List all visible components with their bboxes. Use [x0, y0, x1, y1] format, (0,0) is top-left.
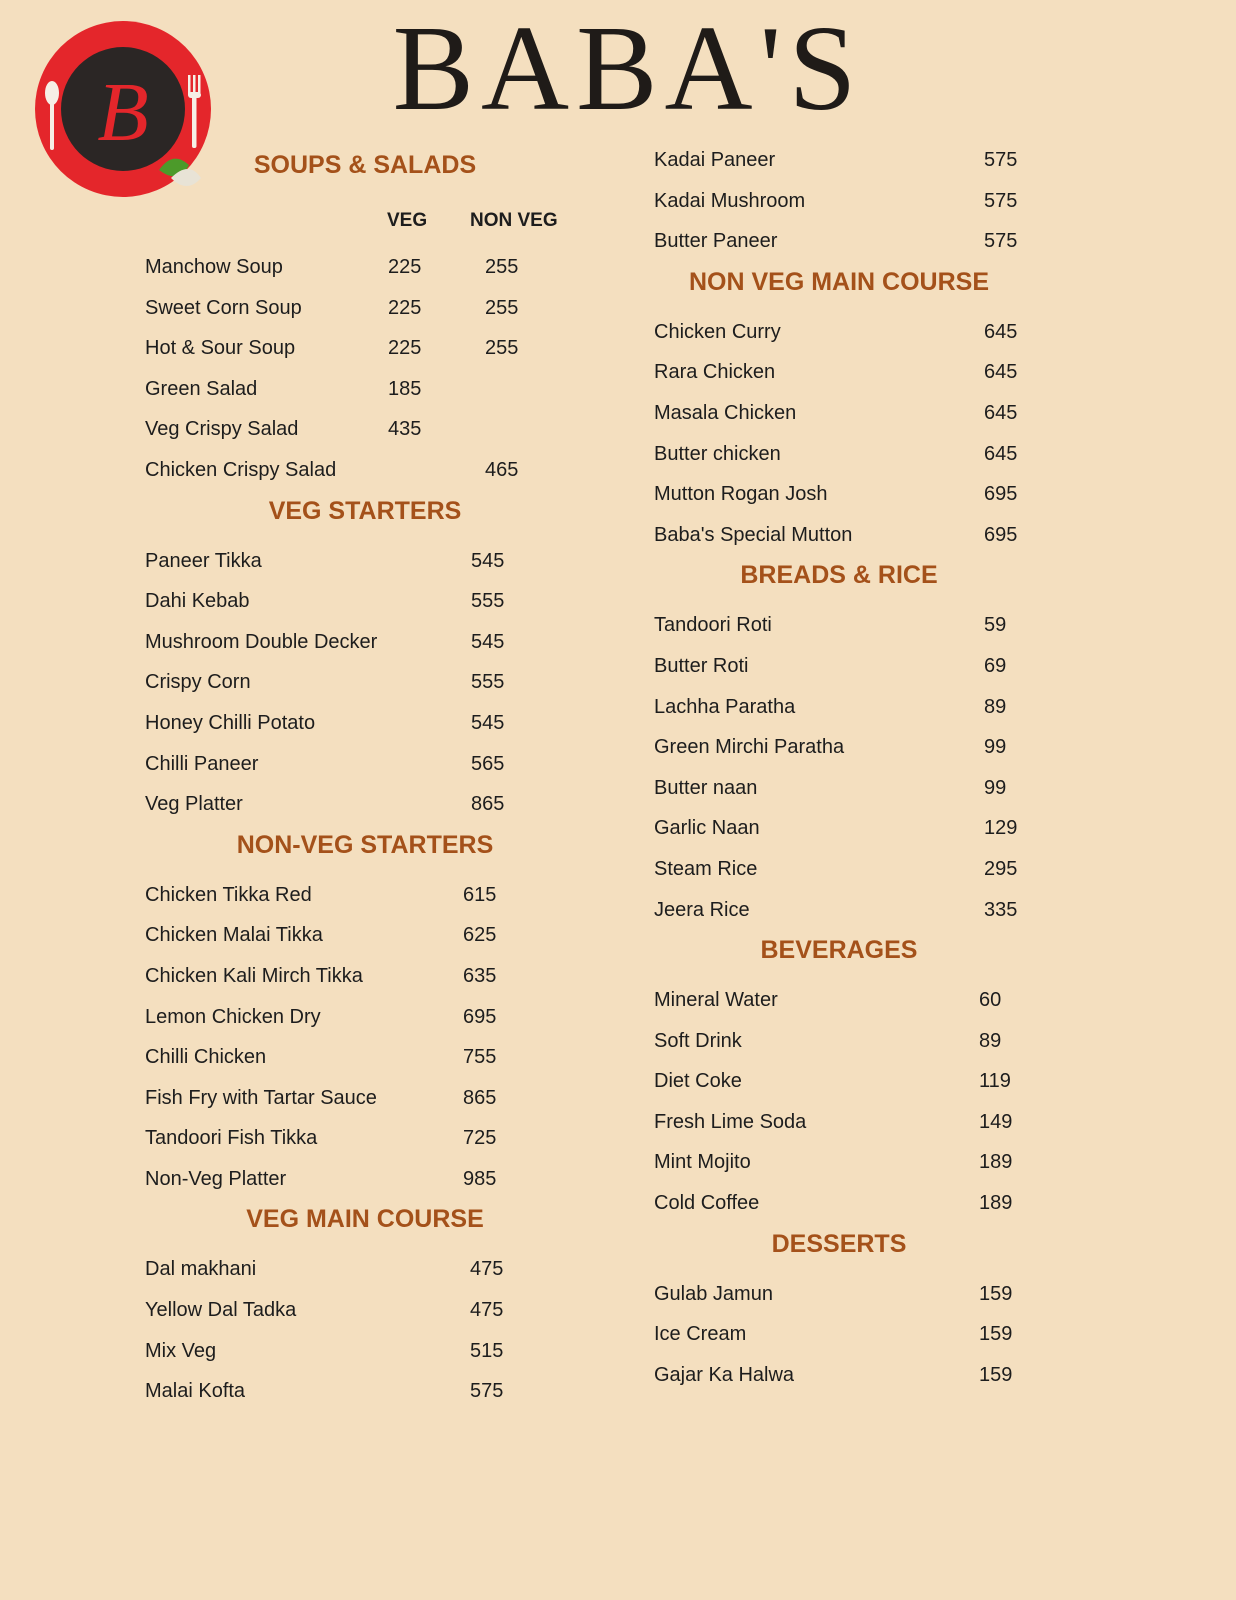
item-name: Chicken Tikka Red	[145, 883, 312, 906]
section-title-nonveg-main: NON VEG MAIN COURSE	[688, 267, 990, 296]
item-name: Mushroom Double Decker	[145, 630, 378, 653]
item-name: Veg Crispy Salad	[145, 418, 299, 441]
item-price: 985	[463, 1167, 497, 1190]
item-price: 159	[979, 1282, 1013, 1305]
item-name: Mineral Water	[654, 989, 778, 1012]
item-name: Yellow Dal Tadka	[145, 1299, 297, 1322]
menu-item-row	[654, 221, 1024, 262]
menu-item-row	[654, 352, 1024, 393]
item-price: 60	[979, 989, 1002, 1012]
item-name: Chicken Crispy Salad	[145, 458, 337, 481]
item-price: 555	[471, 590, 505, 613]
item-price: 545	[471, 630, 505, 653]
menu-item-row	[654, 646, 1024, 687]
item-price: 545	[471, 549, 505, 572]
menu-item-row	[654, 474, 1024, 515]
menu-item-row	[145, 1159, 585, 1200]
item-name: Diet Coke	[654, 1070, 742, 1093]
item-price: 635	[463, 964, 497, 987]
item-price: 865	[471, 793, 505, 816]
item-name: Crispy Corn	[145, 671, 251, 694]
menu-item-row	[145, 328, 585, 369]
item-price: 575	[470, 1380, 504, 1403]
nonveg-price: 255	[485, 256, 519, 278]
section-title-nonveg-starters: NON-VEG STARTERS	[236, 830, 494, 859]
menu-item-row	[654, 1061, 1024, 1102]
item-price: 295	[984, 857, 1018, 880]
item-name: Chicken Curry	[654, 320, 781, 343]
item-price: 645	[984, 320, 1018, 343]
item-name: Chicken Malai Tikka	[145, 924, 323, 947]
menu-item-row	[145, 956, 585, 997]
menu-item-row	[654, 1183, 1024, 1224]
item-price: 575	[984, 149, 1018, 171]
menu-item-row	[654, 1142, 1024, 1183]
item-name: Fish Fry with Tartar Sauce	[145, 1086, 377, 1109]
item-name: Green Mirchi Paratha	[654, 736, 845, 759]
nonveg-price: 255	[485, 296, 519, 319]
menu-item-row	[145, 703, 585, 744]
item-name: Butter Paneer	[654, 230, 778, 253]
item-price: 89	[984, 695, 1007, 718]
item-name: Fresh Lime Soda	[654, 1110, 807, 1133]
item-price: 645	[984, 442, 1018, 465]
item-name: Sweet Corn Soup	[145, 296, 302, 319]
menu-item-row	[654, 1102, 1024, 1143]
menu-item-row	[145, 744, 585, 785]
menu-item-row	[654, 1274, 1024, 1315]
item-name: Dahi Kebab	[145, 590, 250, 613]
menu-item-row	[654, 808, 1024, 849]
item-price: 695	[463, 1005, 497, 1028]
item-name: Butter chicken	[654, 442, 781, 465]
section-title-beverages: BEVERAGES	[760, 936, 918, 965]
item-price: 119	[979, 1070, 1011, 1093]
menu-item-row	[654, 393, 1024, 434]
menu-item-row	[654, 687, 1024, 728]
item-name: Paneer Tikka	[145, 549, 262, 572]
veg-header: VEG	[387, 210, 428, 231]
veg-price: 225	[388, 296, 422, 319]
item-price: 59	[984, 614, 1007, 637]
item-price: 725	[463, 1127, 497, 1150]
menu-item-row	[145, 1290, 585, 1331]
item-name: Chilli Chicken	[145, 1046, 267, 1069]
item-name: Manchow Soup	[145, 256, 283, 278]
menu-item-row	[654, 1355, 1024, 1396]
item-price: 129	[984, 817, 1018, 840]
item-name: Mint Mojito	[654, 1151, 751, 1174]
item-price: 515	[470, 1339, 504, 1362]
item-name: Butter naan	[654, 776, 758, 799]
veg-price: 185	[388, 377, 422, 400]
item-name: Garlic Naan	[654, 817, 760, 840]
item-name: Dal makhani	[145, 1258, 257, 1281]
item-price: 615	[463, 883, 497, 906]
veg-price: 435	[388, 418, 422, 441]
section-title-veg-main: VEG MAIN COURSE	[246, 1205, 484, 1234]
item-price: 335	[984, 898, 1018, 921]
item-name: Gulab Jamun	[654, 1282, 773, 1305]
menu-item-row	[654, 434, 1024, 475]
item-price: 159	[979, 1363, 1013, 1386]
item-price: 575	[984, 230, 1018, 253]
veg-price: 225	[388, 337, 422, 360]
item-name: Non-Veg Platter	[145, 1167, 287, 1190]
menu-item-row	[145, 997, 585, 1038]
item-price: 189	[979, 1192, 1013, 1215]
menu-item-row	[145, 409, 585, 450]
menu-item-row	[654, 890, 1024, 931]
menu-item-row	[654, 312, 1024, 353]
item-name: Green Salad	[145, 377, 258, 400]
item-price: 89	[979, 1029, 1002, 1052]
item-name: Butter Roti	[654, 654, 749, 677]
section-title-desserts: DESSERTS	[771, 1229, 907, 1258]
item-name: Mix Veg	[145, 1339, 217, 1362]
item-price: 99	[984, 776, 1007, 799]
nonveg-price: 255	[485, 337, 519, 360]
menu-item-row	[145, 450, 585, 491]
item-name: Kadai Mushroom	[654, 189, 806, 212]
menu-item-row	[145, 247, 585, 288]
item-name: Tandoori Fish Tikka	[145, 1127, 318, 1150]
item-name: Veg Platter	[145, 793, 243, 816]
item-name: Mutton Rogan Josh	[654, 483, 828, 506]
menu-item-row	[145, 1037, 585, 1078]
item-price: 69	[984, 654, 1007, 677]
item-price: 645	[984, 401, 1018, 424]
item-price: 695	[984, 523, 1018, 546]
menu-right-column	[654, 140, 1024, 1395]
menu-item-row	[145, 1249, 585, 1290]
menu-item-row	[145, 622, 585, 663]
menu-item-row	[145, 784, 585, 825]
item-price: 695	[984, 483, 1018, 506]
menu-item-row	[654, 727, 1024, 768]
item-name: Steam Rice	[654, 857, 758, 880]
item-name: Cold Coffee	[654, 1192, 760, 1215]
item-price: 755	[463, 1046, 497, 1069]
item-name: Soft Drink	[654, 1029, 742, 1052]
menu-item-row	[145, 915, 585, 956]
section-title-breads-rice: BREADS & RICE	[740, 561, 938, 590]
item-price: 555	[471, 671, 505, 694]
item-price: 475	[470, 1299, 504, 1322]
item-price: 475	[470, 1258, 504, 1281]
menu-item-row	[654, 1021, 1024, 1062]
menu-item-row	[145, 662, 585, 703]
section-title-veg-starters: VEG STARTERS	[268, 496, 462, 525]
item-name: Hot & Sour Soup	[145, 337, 296, 360]
menu-item-row	[654, 980, 1024, 1021]
item-name: Lachha Paratha	[654, 695, 796, 718]
nonveg-price: 465	[485, 458, 519, 481]
item-price: 149	[979, 1110, 1013, 1133]
item-name: Gajar Ka Halwa	[654, 1363, 795, 1386]
item-name: Baba's Special Mutton	[654, 523, 853, 546]
menu-item-row	[145, 1331, 585, 1372]
item-price: 159	[979, 1323, 1013, 1346]
item-price: 645	[984, 361, 1018, 384]
menu-item-row	[654, 849, 1024, 890]
item-name: Ice Cream	[654, 1323, 747, 1346]
item-price: 189	[979, 1151, 1013, 1174]
menu-item-row	[145, 1078, 585, 1119]
menu-item-row	[145, 581, 585, 622]
price-column-headers	[145, 195, 585, 247]
item-name: Honey Chilli Potato	[145, 711, 316, 734]
item-name: Jeera Rice	[654, 898, 750, 921]
svg-text:B: B	[97, 66, 149, 159]
item-name: Kadai Paneer	[654, 149, 776, 171]
menu-item-row	[145, 288, 585, 329]
item-name: Rara Chicken	[654, 361, 776, 384]
item-name: Lemon Chicken Dry	[145, 1005, 321, 1028]
item-name: Chicken Kali Mirch Tikka	[145, 964, 363, 987]
item-name: Masala Chicken	[654, 401, 797, 424]
item-name: Chilli Paneer	[145, 752, 259, 775]
menu-item-row	[145, 875, 585, 916]
menu-item-row	[654, 515, 1024, 556]
section-title-soups-salads: SOUPS & SALADS	[253, 151, 477, 179]
item-price: 865	[463, 1086, 497, 1109]
menu-item-row	[145, 369, 585, 410]
item-price: 625	[463, 924, 497, 947]
menu-item-row	[654, 768, 1024, 809]
menu-item-row	[145, 1371, 585, 1412]
item-price: 545	[471, 711, 505, 734]
menu-item-row	[654, 140, 1024, 181]
menu-item-row	[654, 181, 1024, 222]
menu-item-row	[145, 1118, 585, 1159]
item-price: 99	[984, 736, 1007, 759]
menu-item-row	[654, 1314, 1024, 1355]
item-name: Malai Kofta	[145, 1380, 246, 1403]
item-name: Tandoori Roti	[654, 614, 772, 637]
menu-left-column	[145, 145, 585, 1412]
brand-title: BABA'S	[392, 1, 864, 136]
item-price: 565	[471, 752, 505, 775]
nonveg-header: NON VEG	[470, 210, 558, 231]
item-price: 575	[984, 189, 1018, 212]
menu-item-row	[145, 541, 585, 582]
veg-price: 225	[388, 256, 422, 278]
menu-item-row	[654, 605, 1024, 646]
